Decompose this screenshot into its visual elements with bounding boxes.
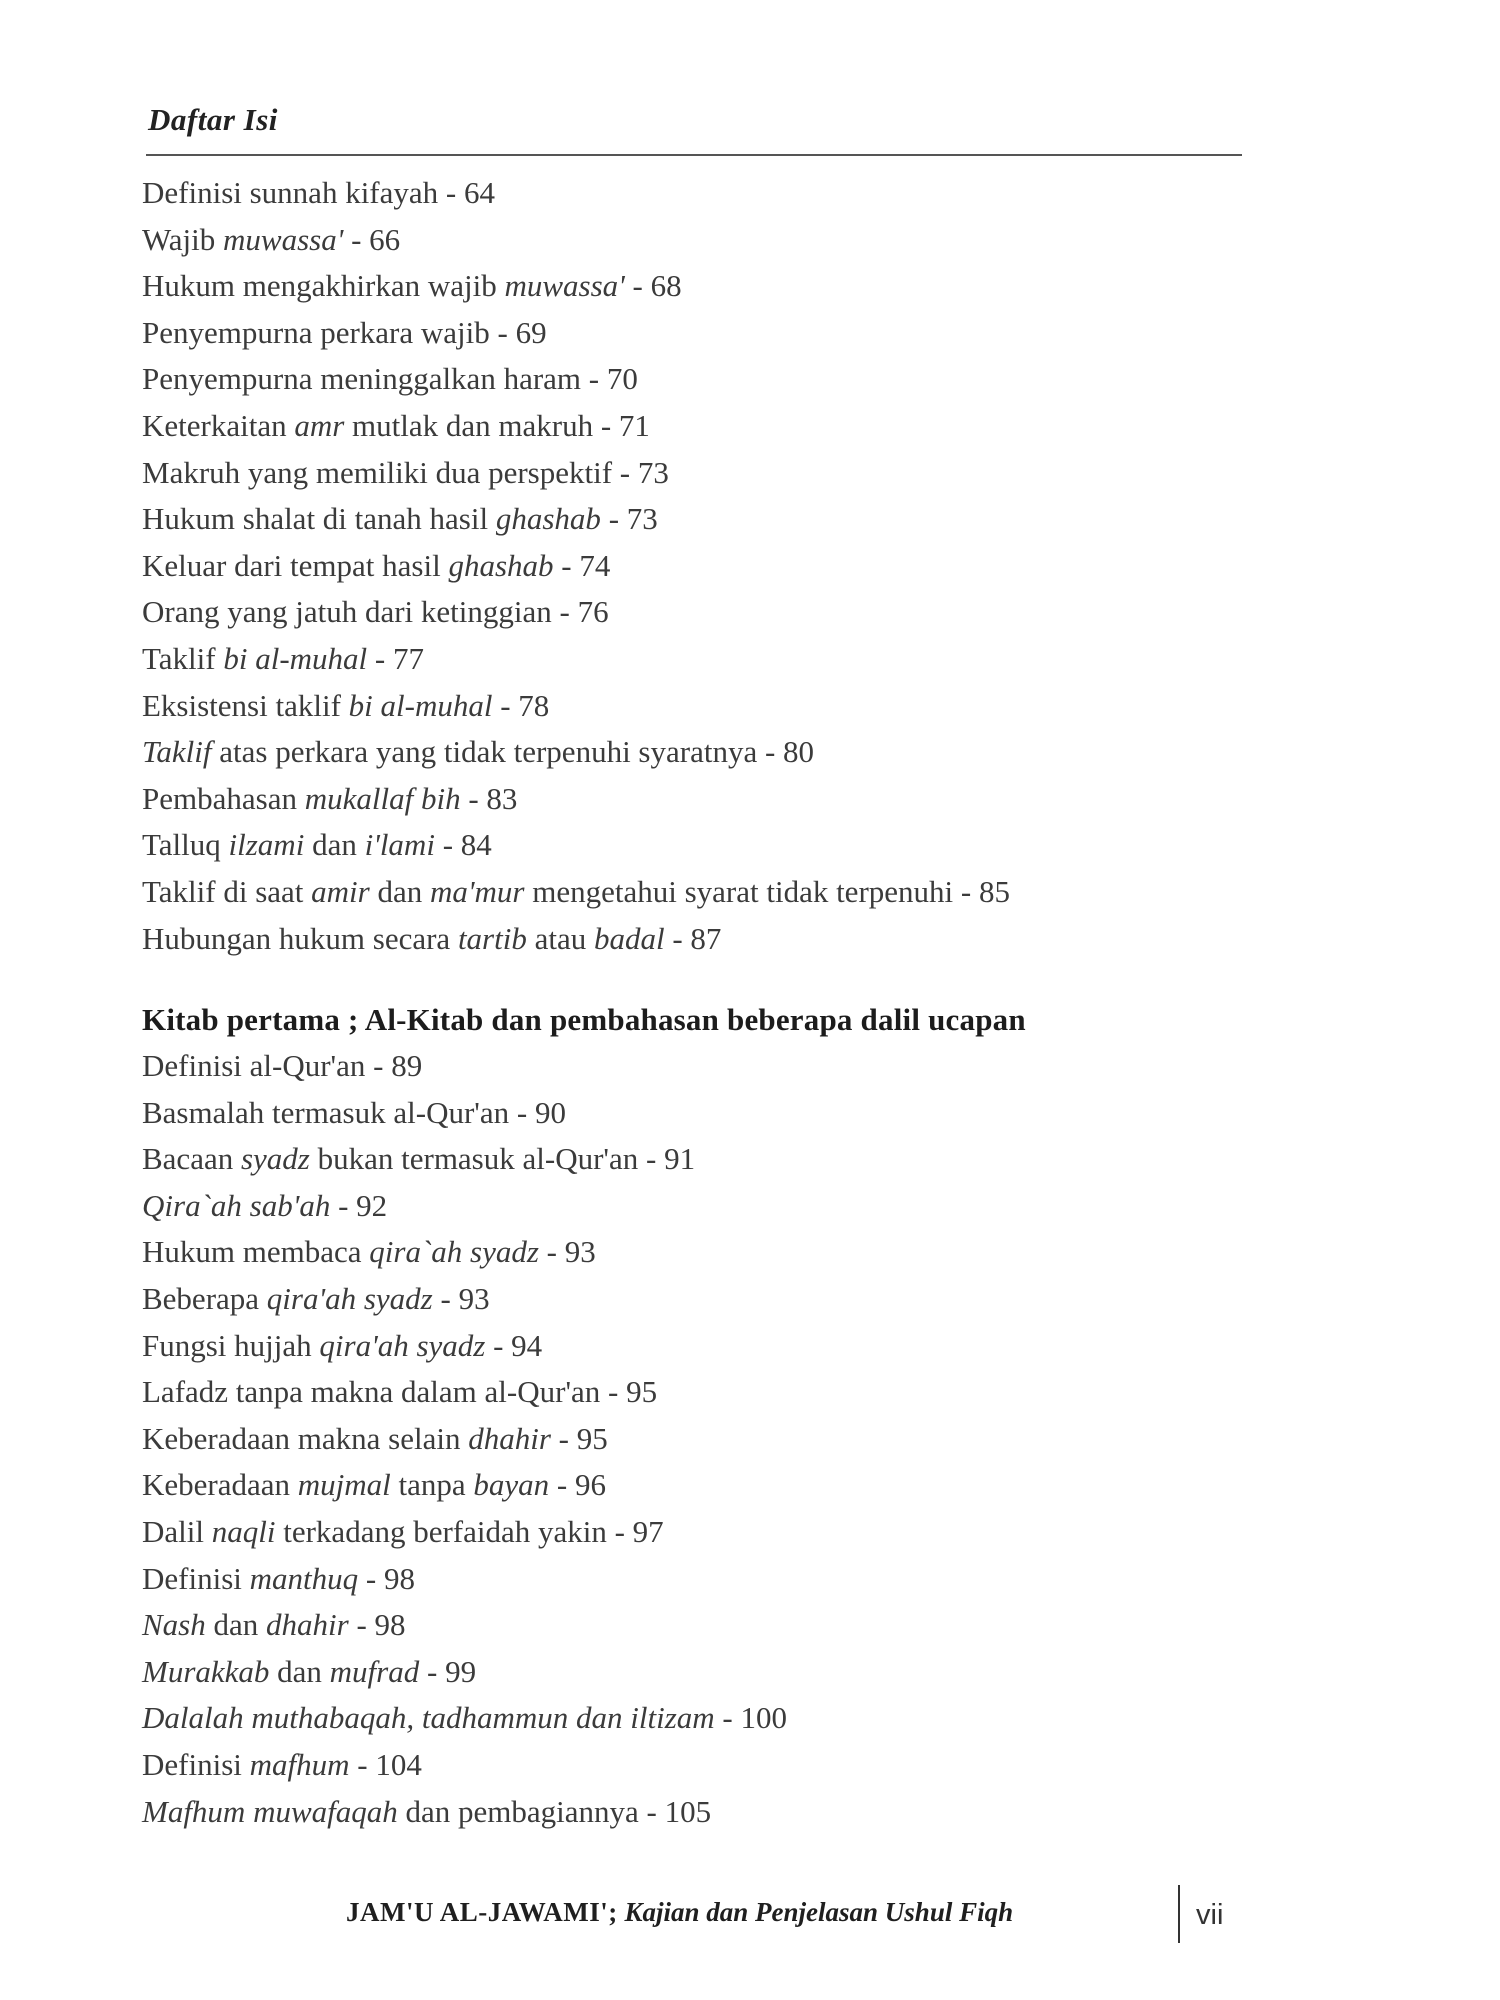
page-header	[146, 100, 1242, 156]
toc-entry-text: tanpa	[390, 1467, 474, 1503]
toc-entry-term: Dalalah muthabaqah, tadhammun dan iltizam	[142, 1700, 715, 1736]
toc-entry-term: ilzami	[228, 827, 305, 863]
toc-entry-term: tartib	[457, 920, 527, 956]
toc-entry-term: mafhum	[249, 1747, 350, 1782]
toc-entry-term: amir	[311, 873, 370, 909]
footer-divider	[1178, 1885, 1180, 1943]
toc-entry-text: atau	[526, 920, 594, 956]
toc-entry-text: - 83	[460, 780, 518, 816]
toc-entry	[142, 1043, 1302, 1090]
toc-entry	[142, 1742, 1302, 1789]
toc-entry	[142, 1369, 1302, 1416]
toc-entry-text: Beberapa	[142, 1281, 267, 1317]
toc-entry-term: qira`ah syadz	[369, 1234, 539, 1270]
toc-entry-text: Keterkaitan	[142, 407, 295, 443]
toc-entry-text: Definisi al-Qur'an - 89	[142, 1048, 423, 1084]
toc-entry	[142, 450, 1302, 497]
toc-entry	[142, 263, 1302, 310]
toc-entry-term: Murakkab	[142, 1653, 270, 1689]
toc-entry-text: Hubungan hukum secara	[142, 920, 458, 956]
toc-entry-text: dan	[205, 1607, 267, 1643]
footer-book-subtitle: Kajian dan Penjelasan Ushul Fiqh	[624, 1897, 1014, 1927]
toc-entry-text: Talluq	[142, 827, 229, 863]
toc-entry	[142, 403, 1302, 450]
toc-entry	[142, 916, 1302, 963]
toc-entry-text: Basmalah termasuk al-Qur'an - 90	[142, 1094, 566, 1130]
toc-entry-text: Hukum membaca	[142, 1234, 370, 1270]
header-title: Daftar Isi	[148, 102, 278, 137]
toc-entry-text: - 87	[664, 920, 722, 956]
toc-entry	[142, 1789, 1302, 1836]
toc-entry-text: Eksistensi taklif	[142, 687, 349, 723]
toc-entry	[142, 1556, 1302, 1603]
toc-entry-term: dhahir	[266, 1607, 349, 1643]
toc-entry-text: atas perkara yang tidak terpenuhi syaratnya - 80	[211, 734, 815, 770]
toc-entry-text: - 99	[419, 1653, 477, 1689]
toc-entry-text: - 93	[432, 1281, 490, 1317]
toc-entry-text: - 94	[485, 1327, 543, 1363]
toc-entry	[142, 822, 1302, 869]
toc-entry-text: - 95	[550, 1420, 608, 1456]
toc-entry-text: Pembahasan	[142, 780, 305, 816]
toc-entry	[142, 1649, 1302, 1696]
toc-entry	[142, 589, 1302, 636]
toc-entry-text: - 98	[358, 1560, 415, 1596]
toc-entry-text: dan	[369, 873, 430, 909]
toc-entry	[142, 496, 1302, 543]
footer-book-title: JAM'U AL-JAWAMI';	[346, 1897, 618, 1927]
footer-text	[346, 1897, 1013, 1928]
toc-entry-text: - 93	[538, 1234, 596, 1270]
toc-entry-term: bayan	[473, 1467, 550, 1503]
toc-entry	[142, 636, 1302, 683]
toc-entry-text: dan	[304, 827, 365, 863]
toc-section-2	[142, 1043, 1302, 1835]
toc-entry-text: - 84	[434, 827, 492, 863]
toc-entry-term: mufrad	[329, 1653, 420, 1689]
toc-entry-term: manthuq	[249, 1560, 359, 1596]
toc-entry-term: bi al-muhal	[348, 687, 493, 723]
toc-entry	[142, 1695, 1302, 1742]
page-footer	[346, 1885, 1246, 1945]
toc-entry-text: Makruh yang memiliki dua perspektif - 73	[142, 454, 669, 490]
toc-entry-term: amr	[294, 407, 345, 443]
toc-entry-term: i'lami	[364, 827, 435, 863]
toc-entry-text: Penyempurna perkara wajib - 69	[142, 314, 547, 350]
toc-entry	[142, 310, 1302, 357]
toc-entry-text: Definisi sunnah kifayah - 64	[142, 175, 495, 210]
toc-entry-text: Penyempurna meninggalkan haram - 70	[142, 361, 638, 397]
toc-entry-text: - 77	[367, 640, 424, 676]
page-number: vii	[1196, 1899, 1224, 1931]
toc-entry-term: ma'mur	[429, 873, 525, 909]
toc-entry-term: Qira`ah sab'ah	[142, 1187, 331, 1223]
toc-entry-term: badal	[593, 920, 665, 956]
toc-entry-text: Keberadaan makna selain	[142, 1420, 469, 1456]
toc-entry-term: ghashab	[495, 501, 601, 537]
toc-entry-text: - 74	[553, 547, 611, 583]
toc-entry	[142, 1323, 1302, 1370]
toc-entry	[142, 1276, 1302, 1323]
toc-entry-text: Definisi	[142, 1747, 250, 1782]
toc-entry	[142, 1462, 1302, 1509]
table-of-contents	[142, 170, 1302, 1835]
toc-entry-text: - 73	[600, 501, 658, 537]
toc-entry	[142, 217, 1302, 264]
toc-entry-term: ghashab	[448, 547, 554, 583]
toc-entry-term: naqli	[211, 1514, 276, 1550]
toc-entry-text: - 66	[343, 221, 401, 257]
toc-entry-text: Orang yang jatuh dari ketinggian - 76	[142, 594, 609, 630]
toc-entry	[142, 869, 1302, 916]
toc-entry	[142, 356, 1302, 403]
toc-entry	[142, 1183, 1302, 1230]
toc-entry-text: terkadang berfaidah yakin - 97	[275, 1514, 664, 1550]
toc-entry-term: Mafhum muwafaqah	[142, 1793, 398, 1829]
toc-entry-text: bukan termasuk al-Qur'an - 91	[309, 1141, 696, 1177]
toc-entry-text: Keluar dari tempat hasil	[142, 547, 449, 583]
toc-entry-text: Taklif di saat	[142, 873, 312, 909]
toc-entry	[142, 1416, 1302, 1463]
toc-entry-term: mukallaf bih	[304, 780, 461, 816]
toc-entry	[142, 543, 1302, 590]
toc-entry-text: Hukum mengakhirkan wajib	[142, 268, 505, 304]
toc-entry-text: - 68	[624, 268, 682, 304]
toc-entry-term: bi al-muhal	[223, 640, 368, 676]
toc-entry-text: dan pembagiannya - 105	[397, 1793, 712, 1829]
toc-entry-text: Wajib	[142, 221, 224, 257]
toc-section-1	[142, 170, 1302, 962]
toc-entry-text: Fungsi hujjah	[142, 1327, 320, 1363]
toc-entry-text: - 78	[492, 687, 550, 723]
toc-entry-text: Bacaan	[142, 1141, 241, 1177]
toc-entry-term: Taklif	[142, 734, 212, 770]
toc-entry-term: muwassa'	[504, 268, 625, 304]
toc-entry-text: Definisi	[142, 1560, 250, 1596]
toc-entry-text: mutlak dan makruh - 71	[344, 407, 650, 443]
toc-entry-text: Dalil	[142, 1514, 212, 1550]
toc-entry-term: dhahir	[468, 1420, 551, 1456]
toc-entry	[142, 1229, 1302, 1276]
toc-entry	[142, 1509, 1302, 1556]
toc-entry-text: Lafadz tanpa makna dalam al-Qur'an - 95	[142, 1374, 658, 1410]
toc-entry-text: Hukum shalat di tanah hasil	[142, 501, 496, 537]
toc-entry	[142, 1090, 1302, 1137]
toc-entry	[142, 683, 1302, 730]
toc-entry-term: qira'ah syadz	[319, 1327, 486, 1363]
toc-entry-text: - 92	[330, 1187, 388, 1223]
toc-entry-text: - 96	[549, 1467, 606, 1503]
toc-entry	[142, 1136, 1302, 1183]
toc-entry-term: mujmal	[297, 1467, 391, 1503]
toc-entry-term: qira'ah syadz	[266, 1281, 433, 1317]
toc-entry-text: Taklif	[142, 640, 224, 676]
toc-entry	[142, 729, 1302, 776]
toc-entry	[142, 1602, 1302, 1649]
toc-entry	[142, 776, 1302, 823]
toc-entry-term: muwassa'	[223, 221, 344, 257]
toc-entry-term: syadz	[240, 1141, 310, 1177]
toc-entry	[142, 170, 1302, 217]
toc-entry-term: Nash	[142, 1607, 206, 1643]
toc-entry-text: - 100	[714, 1700, 787, 1736]
toc-entry-text: mengetahui syarat tidak terpenuhi - 85	[524, 873, 1010, 909]
toc-entry-text: Keberadaan	[142, 1467, 298, 1503]
toc-entry-text: - 104	[349, 1747, 422, 1782]
toc-entry-text: dan	[269, 1653, 330, 1689]
section-heading: Kitab pertama ; Al-Kitab dan pembahasan beberapa dalil ucapan	[142, 1002, 1026, 1038]
toc-entry-text: - 98	[348, 1607, 406, 1643]
